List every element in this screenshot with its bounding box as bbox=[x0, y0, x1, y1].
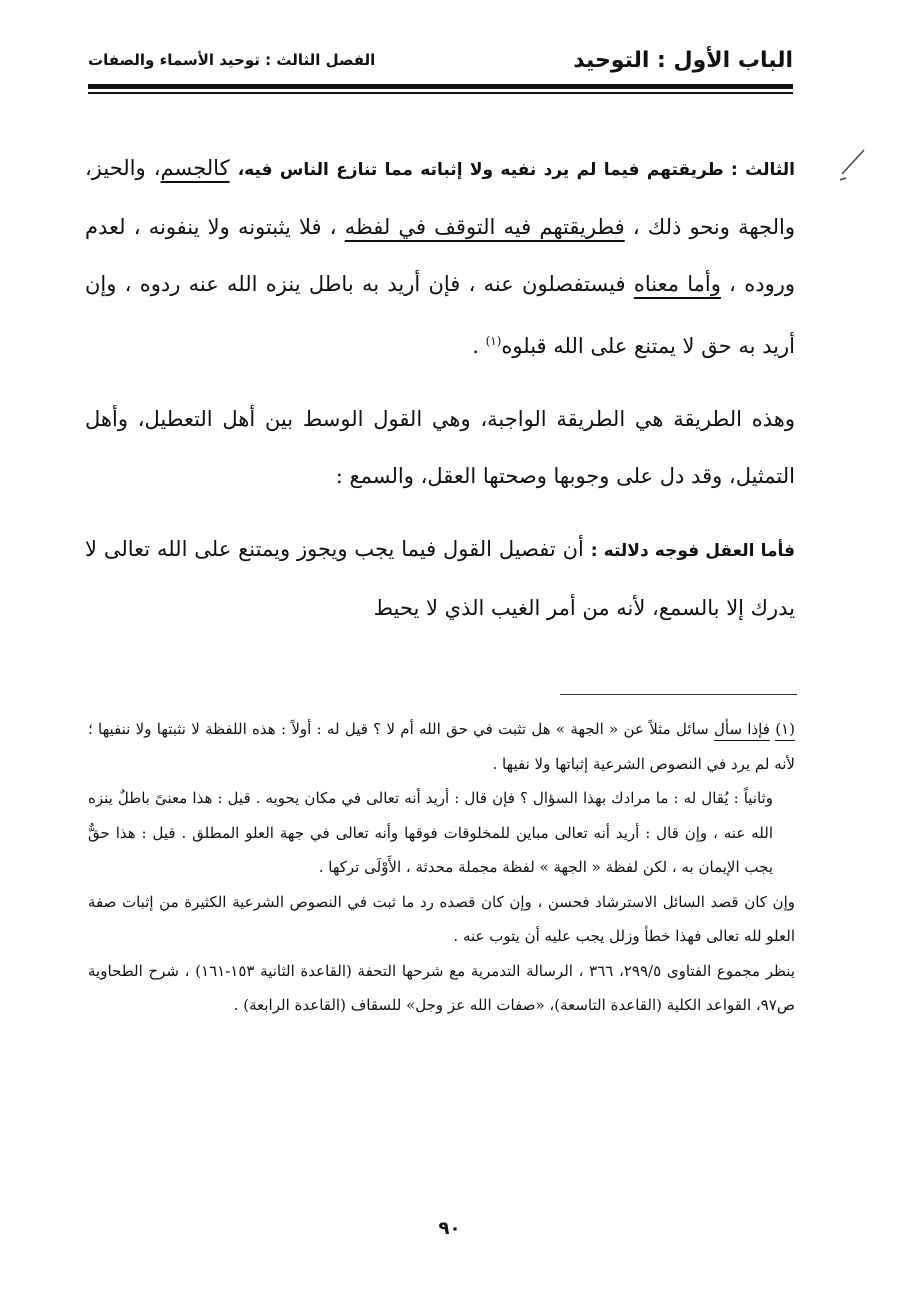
margin-annotation-mark bbox=[836, 148, 868, 182]
footnote-number: (١) bbox=[775, 720, 795, 738]
main-text bbox=[85, 140, 795, 637]
chapter-title: الباب الأول : التوحيد bbox=[573, 47, 793, 73]
section-title: الفصل الثالث : توحيد الأسماء والصفات bbox=[88, 51, 376, 69]
page-number: ٩٠ bbox=[438, 1218, 461, 1239]
footnote-1-part-b: وثانياً : يُقال له : ما مرادك بهذا السؤال ؟ فإن قال : أريد أنه تعالى في مكان يحويه . قيل : هذا معنىً باطلٌ ينزه الله عنه ، وإن قال : أريد أنه تعالى مباين للمخلوقات فوقها وأنه تعالى في جهة العلو المطلق . قيل : هذا حقٌّ يجب الإيمان به ، لكن لفظة « الجهة » لفظة مجملة محدثة ، الأَوْلَى تركها . bbox=[88, 789, 773, 876]
underlined-phrase: فإذا سأل bbox=[713, 720, 770, 738]
heading-reason: فأما العقل فوجه دلالته : bbox=[590, 541, 795, 561]
header-rule-thin bbox=[88, 92, 793, 94]
footnotes bbox=[88, 712, 795, 1023]
footnote-separator bbox=[560, 694, 797, 695]
footnote-ref[interactable]: (١) bbox=[485, 334, 502, 348]
running-header bbox=[88, 40, 793, 80]
underlined-phrase: وأما معناه bbox=[633, 272, 721, 296]
underlined-word: كالجسم bbox=[160, 156, 230, 180]
heading-third: الثالث : طريقتهم فيما لم يرد نفيه ولا إثباته مما تنازع الناس فيه، bbox=[237, 160, 795, 180]
text-run: . bbox=[472, 334, 486, 358]
text-run: أن تفصيل القول فيما يجب ويجوز ويمتنع على الله تعالى لا يدرك إلا بالسمع، لأنه من أمر الغيب الذي لا يحيط bbox=[85, 537, 795, 620]
underlined-phrase: فطريقتهم فيه التوقف في لفظه bbox=[344, 215, 625, 239]
text-run: ، والحيز، والجهة ونحو ذلك ، bbox=[85, 156, 795, 239]
text-run: فيستفصلون عنه ، فإن أريد به باطل ينزه الله عنه ردوه ، وإن أريد به حق لا يمتنع على الله قبلوه bbox=[85, 272, 795, 358]
footnote-1-part-a bbox=[88, 712, 795, 781]
paragraph-reason bbox=[85, 521, 795, 637]
header-rule-thick bbox=[88, 84, 793, 89]
footnote-1-part-c: وإن كان قصد السائل الاسترشاد فحسن ، وإن كان قصده رد ما ثبت في النصوص الشرعية الكثيرة من إثبات صفة العلو لله تعالى فهذا خطأ وزلل يجب عليه أن يتوب عنه . bbox=[88, 892, 795, 945]
text-run: ، فلا يثبتونه ولا ينفونه ، لعدم وروده ، bbox=[85, 215, 795, 296]
paragraph-middle-way: وهذه الطريقة هي الطريقة الواجبة، وهي القول الوسط بين أهل التعطيل، وأهل التمثيل، وقد دل على وجوبها وصحتها العقل، والسمع : bbox=[85, 407, 795, 488]
text-run: سائل مثلاً عن « الجهة » هل تثبت في حق الله أم لا ؟ قيل له : أولاً : هذه اللفظة لا نثبتها ولا ننفيها ؛ لأنه لم يرد في النصوص الشرعية إثباتها ولا نفيها . bbox=[88, 720, 795, 773]
footnote-1-references: ينظر مجموع الفتاوى ٢٩٩/٥، ٣٦٦ ، الرسالة التدمرية مع شرحها التحفة (القاعدة الثانية ١٥٣-١٦١) ، شرح الطحاوية ص٩٧، القواعد الكلية (القاعدة التاسعة)، «صفات الله عز وجل» للسقاف (القاعدة الرابعة) . bbox=[88, 961, 795, 1014]
paragraph-third-method bbox=[85, 140, 795, 375]
